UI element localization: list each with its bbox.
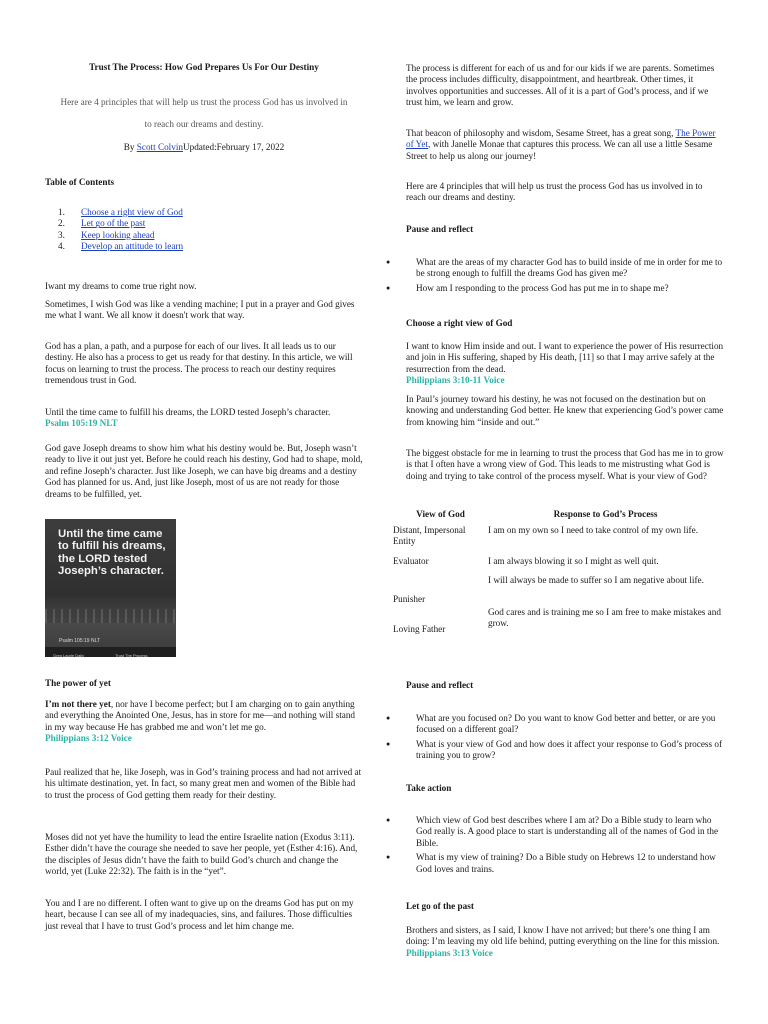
paragraph: God has a plan, a path, and a purpose for each of our lives. It all leads us to our destiny. He also has a process to get us ready for that destiny. In this article, we will focus on learning to trust the process. The process to reach our destiny requires tremendous trust in God. — [45, 341, 353, 386]
intro-line-1: Here are 4 principles that will help us trust the process God has us involved in — [60, 97, 348, 107]
paragraph: The biggest obstacle for me in learning to trust the process that God has me in to grow is that I often have a wrong view of God. This leads to me mistrusting what God is doing and trying to take control of the process myself. What is your view of God? — [406, 448, 724, 481]
scripture-text: , nor have I become perfect; but I am charging on to gain anything and everything the Anointed One, Jesus, has in store for me—and nothing will stand in my way because He has grabbed me and won’t let me go. — [45, 699, 356, 732]
section-heading-let-go: Let go of the past — [406, 901, 474, 911]
toc-item — [45, 241, 345, 252]
paragraph: You and I are no different. I often want to give up on the dreams God has put on my heart, because I can see all of my inadequacies, sins, and failures. Those difficulties just reveal that I have to trust God’s process and let him change me. — [45, 898, 354, 931]
paragraph: Iwant my dreams to come true right now. — [45, 281, 197, 291]
toc-link-choose-view[interactable]: Choose a right view of God — [81, 207, 183, 217]
toc-heading: Table of Contents — [45, 177, 115, 187]
table-cell-response: I am on my own so I need to take control of my own life. — [488, 525, 698, 535]
list-item: ● What are the areas of my character God has to build inside of me in order for me to be strong enough to fulfill the dreams God has given me? — [398, 257, 724, 280]
section-heading-pause-reflect-2: Pause and reflect — [406, 680, 474, 690]
paragraph: God gave Joseph dreams to show him what his destiny would be. But, Joseph wasn’t ready to live it out just yet. Before he could reach his destiny, God had to shape, mold, and refine Joseph’s character. Just like Joseph, we can have big dreams and a destiny God has planned for us. And, just like Joseph, most of us are not ready for those dreams to be fulfilled, yet. — [45, 443, 363, 499]
paragraph: Here are 4 principles that will help us trust the process God has us involved in to reach our dreams and destiny. — [406, 181, 703, 203]
table-row — [393, 522, 723, 553]
table-header-response: Response to God’s Process — [553, 509, 658, 520]
table-cell-view: Evaluator — [393, 556, 429, 566]
section-heading-power-of-yet: The power of yet — [45, 678, 111, 688]
toc-link-develop-attitude[interactable]: Develop an attitude to learn — [81, 241, 184, 252]
table-cell-response: I will always be made to suffer so I am negative about life. — [488, 575, 704, 585]
poster-text: Until the time came to fulfill his dreams, the LORD tested Joseph’s character. — [58, 528, 166, 578]
table-cell-response: I am always blowing it so I might as well quit. — [488, 556, 659, 566]
list-item: ● How am I responding to the process God has put me in to shape me? — [398, 283, 724, 294]
list-item: ● What are you focused on? Do you want to know God better and better, or are you focused on a different goal? — [398, 713, 724, 736]
paragraph: Sometimes, I wish God was like a vending machine; I put in a prayer and God gives me what I want. We all know it doesn't work that way. — [45, 299, 355, 321]
article-title: Trust The Process: How God Prepares Us For Our Destiny — [89, 62, 319, 72]
paragraph: The process is different for each of us and for our kids if we are parents. Sometimes the process includes difficulty, disappointment, and heartbreak. Other times, it involves opportunities and successes. All of it is a part of God’s process, and if we trust him, we learn and grow. — [406, 63, 715, 108]
views-of-god-table — [393, 508, 723, 635]
paragraph-text: That beacon of philosophy and wisdom, Sesame Street, has a great song, — [406, 128, 676, 138]
scripture-poster-image — [45, 519, 176, 657]
toc-number: 2. — [58, 218, 65, 229]
table-row — [393, 575, 723, 605]
toc-item — [45, 230, 345, 241]
scripture-reference: Psalm 105:19 NLT — [45, 418, 118, 429]
section-heading-choose-view: Choose a right view of God — [406, 318, 513, 328]
paragraph-text: , with Janelle Monae that captures this process. We can all use a little Sesame Street to help us along our journey! — [406, 139, 713, 161]
toc-item — [45, 207, 345, 218]
paragraph: Moses did not yet have the humility to lead the entire Israelite nation (Exodus 3:11). Esther didn’t have the courage she needed to save her people, yet (Esther 4:16). And, the disciples of Jesus didn’t have the faith to build God’s church and change the world, yet (Luke 22:32). The faith is in the “yet”. — [45, 832, 358, 877]
power-of-yet-link[interactable]: The Power of Yet — [406, 128, 716, 150]
author-link[interactable]: Scott Colvin — [136, 142, 183, 152]
table-cell-response: God cares and is training me so I am free to make mistakes and grow. — [488, 607, 721, 629]
toc-number: 1. — [58, 207, 65, 217]
scripture-text: Brothers and sisters, as I said, I know I have not arrived; but there’s one thing I am doing: I’m leaving my old life behind, putting everything on the line for this mission. — [406, 925, 720, 947]
byline — [45, 142, 363, 153]
table-row — [393, 605, 723, 635]
section-heading-pause-reflect: Pause and reflect — [406, 224, 474, 234]
paragraph: Paul realized that he, like Joseph, was in God’s training process and had not arrived at his ultimate destination, yet. In fact, so many great men and women of the Bible had to trust the process of God getting them ready for their destiny. — [45, 767, 362, 800]
table-cell-view: Punisher — [393, 593, 426, 604]
scripture-text: Until the time came to fulfill his dreams, the LORD tested Joseph’s character. — [45, 407, 331, 417]
table-cell-view: Loving Father — [393, 623, 446, 634]
list-item: ● Which view of God best describes where I am at? Do a Bible study to learn who God really is. A good place to start is understanding all of the names of God in the Bible. — [398, 815, 724, 849]
list-item: ● What is my view of training? Do a Bible study on Hebrews 12 to understand how God loves and trains. — [398, 852, 724, 875]
poster-footer-left: Greg Laurie Daily — [53, 653, 85, 657]
table-cell-view: Distant, Impersonal Entity — [393, 525, 466, 547]
toc-link-let-go[interactable]: Let go of the past — [81, 218, 146, 229]
byline-prefix: By — [123, 142, 135, 152]
emphasis-text: I’m not there yet — [45, 699, 111, 709]
scripture-reference: Philippians 3:12 Voice — [45, 733, 132, 744]
scripture-paragraph — [406, 925, 724, 959]
toc-number: 3. — [58, 229, 65, 240]
table-header-view: View of God — [416, 509, 465, 520]
poster-reference: Psalm 105:19 NLT — [59, 638, 101, 644]
paragraph — [406, 128, 724, 162]
scripture-reference: Philippians 3:13 Voice — [406, 947, 493, 958]
list-item: ● What is your view of God and how does it affect your response to God’s process of training you to grow? — [398, 739, 724, 762]
paragraph: In Paul’s journey toward his destiny, he was not focused on the destination but on knowing and understanding God better. He knew that experiencing God’s power came from knowing him “inside and out.” — [406, 394, 724, 427]
poster-footer — [45, 647, 176, 657]
table-header-row — [393, 508, 723, 522]
toc-number: 4. — [58, 241, 65, 252]
section-heading-take-action: Take action — [406, 783, 452, 793]
scripture-paragraph — [45, 407, 363, 430]
scripture-paragraph — [406, 341, 724, 387]
toc-link-keep-looking[interactable]: Keep looking ahead — [81, 229, 155, 240]
poster-background-rails — [45, 609, 176, 623]
poster-footer-right: Trust The Process — [115, 653, 148, 657]
action-list — [398, 815, 724, 878]
updated-date: Updated:February 17, 2022 — [182, 142, 285, 152]
toc-item — [45, 218, 345, 229]
scripture-text: I want to know Him inside and out. I want to experience the power of His resurrection and join in His suffering, shaped by His death, [11] so that I may arrive safely at the resurrection from the dead. — [406, 341, 724, 374]
toc-list — [45, 207, 345, 253]
table-row — [393, 553, 723, 575]
scripture-reference: Philippians 3:10-11 Voice — [406, 375, 505, 386]
reflection-list — [398, 257, 724, 297]
intro-line-2: to reach our dreams and destiny. — [144, 119, 264, 129]
scripture-paragraph — [45, 699, 363, 745]
reflection-list — [398, 713, 724, 765]
